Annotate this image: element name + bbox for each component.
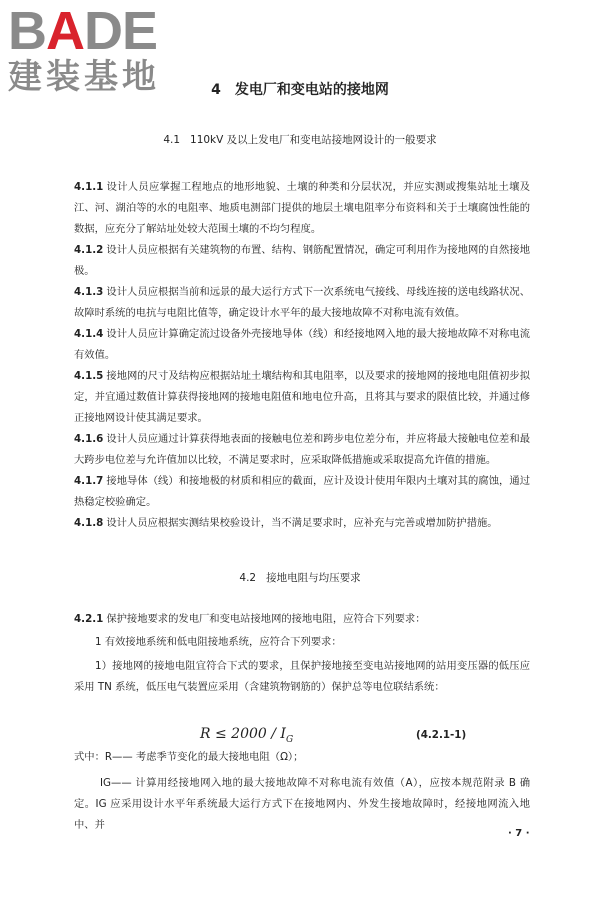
- clause-4-1-2: 4.1.2 设计人员应根据有关建筑物的布置、结构、钢筋配置情况，确定可利用作为接地网的自然接地极。: [74, 244, 530, 277]
- item-1-1: 1）接地网的接地电阻宜符合下式的要求，且保护接地接至变电站接地网的站用变压器的低压应采用 TN 系统，低压电气装置应采用（含建筑物钢筋的）保护总等电位联结系统：: [74, 660, 530, 693]
- clause-4-1-1: 4.1.1 设计人员应掌握工程地点的地形地貌、土壤的种类和分层状况，并应实测或搜集站址土壤及江、河、湖泊等的水的电阻率、地质电测部门提供的地层土壤电阻率分布资料和关于土壤腐蚀性能的数据，应充分了解站址处较大范围土壤的不均匀程度。: [74, 181, 530, 235]
- clause-4-1-7: 4.1.7 接地导体（线）和接地极的材质和相应的截面，应计及设计使用年限内土壤对其的腐蚀，通过热稳定校验确定。: [74, 475, 530, 508]
- clause-4-1-8: 4.1.8 设计人员应根据实测结果校验设计，当不满足要求时，应补充与完善或增加防护措施。: [74, 517, 498, 529]
- where-r: 式中：R—— 考虑季节变化的最大接地电阻（Ω）；: [74, 751, 304, 763]
- equation-number: (4.2.1-1): [416, 729, 467, 741]
- formula-4-2-1-1: $R \le 2000 / I_G$: [200, 726, 294, 745]
- clause-4-1-4: 4.1.4 设计人员应计算确定流过设备外壳接地导体（线）和经接地网入地的最大接地故障不对称电流有效值。: [74, 328, 530, 361]
- logo-wordmark: BADE: [8, 1, 158, 61]
- section-title-4-1: 4.1 110kV 及以上发电厂和变电站接地网设计的一般要求: [163, 134, 437, 146]
- item-1: 1 有效接地系统和低电阻接地系统，应符合下列要求：: [95, 636, 342, 648]
- logo-chinese-text: 建装基地: [8, 57, 160, 97]
- section-title-4-2: 4.2 接地电阻与均压要求: [239, 572, 361, 584]
- where-ig: IG—— 计算用经接地网入地的最大接地故障不对称电流有效值（A），应按本规范附录 B 确定。IG 应采用设计水平年系统最大运行方式下在接地网内、外发生接地故障时，经接地网流入地中、并: [74, 777, 530, 831]
- clause-4-2-1: 4.2.1 保护接地要求的发电厂和变电站接地网的接地电阻，应符合下列要求：: [74, 613, 426, 625]
- chapter-title: 4 发电厂和变电站的接地网: [211, 82, 389, 98]
- page-number: · 7 ·: [508, 828, 530, 839]
- clause-4-1-3: 4.1.3 设计人员应根据当前和远景的最大运行方式下一次系统电气接线、母线连接的送电线路状况、故障时系统的电抗与电阻比值等，确定设计水平年的最大接地故障不对称电流有效值。: [74, 286, 530, 319]
- clause-4-1-5: 4.1.5 接地网的尺寸及结构应根据站址土壤结构和其电阻率，以及要求的接地网的接地电阻值初步拟定，并宜通过数值计算获得接地网的接地电阻值和地电位升高，且将其与要求的限值比较，并通过修正接地网设计使其满足要求。: [74, 370, 530, 424]
- clause-4-1-6: 4.1.6 设计人员应通过计算获得地表面的接触电位差和跨步电位差分布，并应将最大接触电位差和最大跨步电位差与允许值加以比较，不满足要求时，应采取降低措施或采取提高允许值的措施。: [74, 433, 530, 466]
